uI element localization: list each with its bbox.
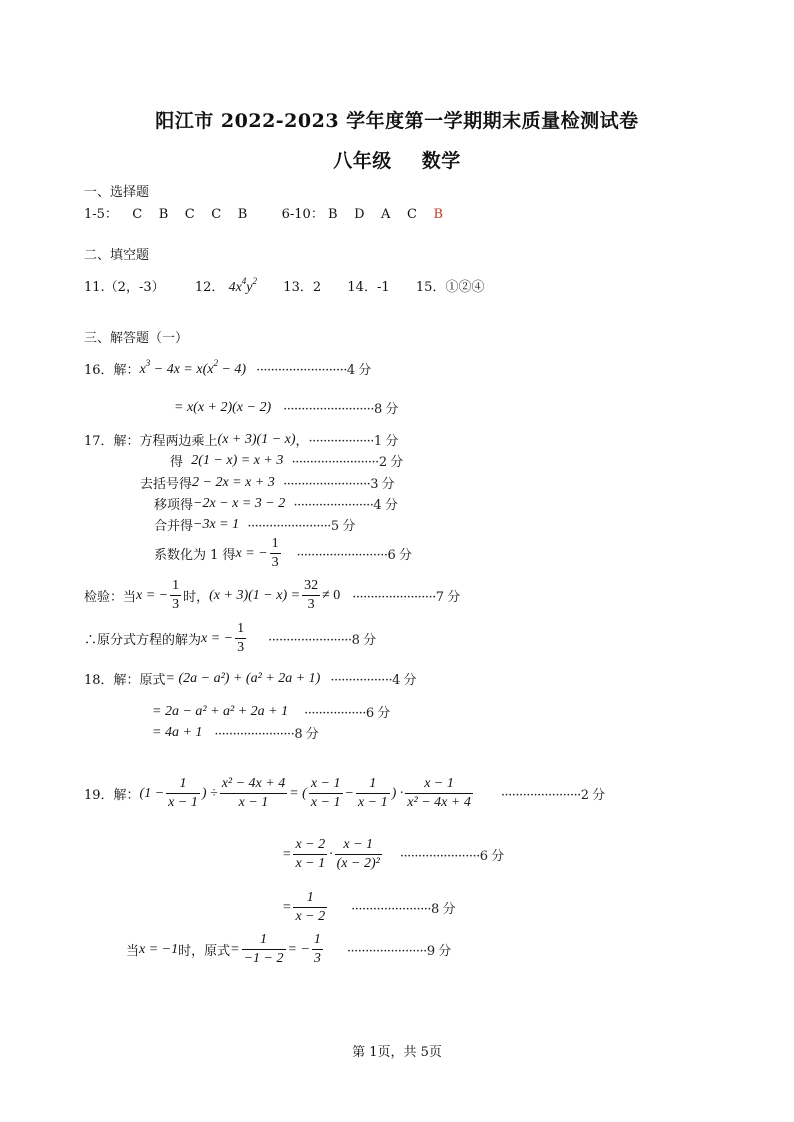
q19-l4-eq2: = − (287, 941, 310, 957)
answer-4: C (211, 207, 222, 222)
page-title: 阳江市 2022-2023 学年度第一学期期末质量检测试卷 (155, 110, 639, 132)
q17-score-6: ·························6 分 (296, 548, 412, 563)
q19-line2 (282, 836, 504, 873)
q17-step6-fraction (270, 535, 281, 572)
fraction-numerator: 1 (293, 889, 327, 908)
q18-score-8: ······················8 分 (214, 727, 319, 742)
fraction-numerator: 1 (270, 535, 281, 554)
q17-conclusion-label: ∴原分式方程的解为 (84, 633, 202, 648)
q16-expr1-sup: 3 (145, 358, 151, 368)
q17-step2 (170, 451, 403, 470)
q16-expr1-b: − 4x = x(x (150, 362, 214, 377)
q19-frac3 (309, 775, 343, 812)
q17-check-expr: (x + 3)(1 − x) = (209, 587, 301, 603)
q18-label: 18．解：原式 (84, 673, 166, 688)
q16-score-8: ·························8 分 (283, 402, 398, 417)
q17-check-lhs: x = − (136, 587, 169, 603)
q16-label: 16．解： (84, 362, 140, 378)
q17-step4-label: 移项得 (154, 498, 194, 513)
fraction-denominator: 3 (307, 597, 315, 612)
q18-score-6: ·················6 分 (304, 706, 390, 721)
answer-9: C (406, 207, 417, 222)
q17-check-label: 检验：当 (84, 590, 137, 605)
answer-15: 15．①②④ (415, 280, 485, 295)
fraction-denominator: x − 1 (238, 795, 269, 810)
answer-3: C (184, 207, 195, 222)
q19-eq: = ( (289, 785, 307, 801)
q16-expr1 (140, 358, 247, 378)
q19-close-div: ) ÷ (201, 785, 218, 801)
answer-8: A (381, 207, 391, 222)
fraction-numerator: x − 1 (309, 775, 343, 794)
grade-label: 八年级 (333, 150, 392, 172)
q17-line1 (84, 430, 398, 449)
q17-step5-label: 合并得 (154, 519, 194, 534)
q17-step5 (154, 515, 355, 534)
q19-close-dot: ) · (391, 785, 404, 801)
q19-line4 (126, 931, 451, 968)
fraction-denominator: (x − 2)² (336, 856, 380, 871)
q17-step3 (140, 473, 394, 492)
fraction-numerator: 1 (312, 931, 323, 950)
q17-conclusion (84, 620, 376, 657)
q19-score-2: ······················2 分 (500, 788, 605, 803)
q18-line2 (152, 702, 390, 721)
q17-check-value-fraction (302, 577, 320, 614)
fraction-denominator: x − 1 (295, 856, 326, 871)
fraction-denominator: −1 − 2 (243, 951, 284, 966)
choice-label-1-5: 1-5： (84, 207, 118, 222)
q19-score-6: ······················6 分 (399, 849, 504, 864)
answer-12-part-a: 4x (228, 280, 242, 295)
q17-conclusion-lhs: x = − (201, 630, 234, 646)
q19-l4-when: 当 (126, 944, 140, 959)
answer-12-part-b: y (246, 280, 253, 295)
choice-label-6-10: 6-10： (281, 207, 324, 222)
q17-step2-label: 得 (170, 455, 184, 470)
q19-open: (1 − (139, 785, 165, 801)
q19-l4-eq: = (230, 941, 240, 957)
q17-step6-lhs: x = − (235, 545, 268, 561)
subject-label: 数学 (421, 150, 461, 172)
fraction-denominator: 3 (313, 951, 321, 966)
fraction-denominator: x − 1 (168, 795, 198, 810)
q19-frac5 (405, 775, 473, 812)
q19-l2-eq: = (282, 846, 292, 862)
q17-check-neq: ≠ 0 (322, 587, 341, 603)
q17-score-4: ······················4 分 (293, 498, 398, 513)
fraction-denominator: 3 (172, 597, 180, 612)
q19-l4-mid: 时，原式 (178, 944, 231, 959)
fraction-denominator: x − 1 (357, 795, 388, 810)
q19-l2-frac1 (293, 836, 327, 873)
fraction-numerator: x − 2 (293, 836, 327, 855)
q19-frac2 (220, 775, 288, 812)
q17-score-3: ························3 分 (283, 477, 395, 492)
q18-score-4: ·················4 分 (330, 673, 416, 688)
q19-l4-frac2 (312, 931, 323, 968)
q18-expr3: = 4a + 1 (152, 724, 203, 740)
answer-11: 11.（2，-3） (84, 280, 165, 295)
q17-score-8: ·······················8 分 (268, 633, 376, 648)
q17-label: 17．解：方程两边乘上 (84, 434, 218, 449)
q16-expr1-a: x (139, 362, 146, 377)
fraction-numerator: 1 (166, 775, 200, 794)
q17-check-when: 时， (183, 590, 210, 605)
q19-line1 (84, 775, 605, 812)
q17-expr1: (x + 3)(1 − x) (217, 431, 296, 447)
fill-answers-row (84, 276, 484, 296)
fraction-numerator: 32 (302, 577, 320, 596)
q19-l4-frac (242, 931, 286, 968)
q18-expr1: = (2a − a²) + (a² + 2a + 1) (165, 670, 321, 686)
fraction-denominator: 3 (271, 555, 279, 570)
answer-7: D (354, 207, 365, 222)
q19-l2-dot: · (329, 846, 333, 862)
fraction-numerator: 1 (242, 931, 286, 950)
page-footer: 第 1页，共 5页 (352, 1045, 442, 1060)
answer-12-exp-b: 2 (252, 276, 258, 286)
q17-score-1: ··················1 分 (308, 434, 398, 449)
q17-step6-label: 系数化为 1 得 (154, 548, 236, 563)
answer-12 (228, 276, 258, 295)
q17-step5-expr: −3x = 1 (193, 516, 240, 532)
q17-score-2: ························2 分 (291, 455, 403, 470)
q16-line2 (174, 398, 398, 417)
q17-step4-expr: −2x − x = 3 − 2 (193, 495, 286, 511)
answer-10: B (433, 207, 443, 222)
q16-score-4: ·························4 分 (256, 362, 371, 378)
q19-line3 (282, 889, 455, 926)
q17-conclusion-fraction (235, 620, 246, 657)
q17-comma: ， (295, 434, 309, 449)
q19-label: 19．解： (84, 788, 140, 803)
answer-2: B (158, 207, 169, 222)
fraction-denominator: x − 1 (310, 795, 341, 810)
q19-l3-eq: = (282, 899, 292, 915)
q17-step3-label: 去括号得 (140, 477, 193, 492)
q19-l3-frac (293, 889, 327, 926)
q19-l4-x: x = −1 (139, 941, 179, 957)
answer-14: 14．-1 (347, 280, 390, 295)
q17-score-7: ·······················7 分 (352, 590, 460, 605)
q19-minus: − (344, 785, 354, 801)
q19-score-9: ······················9 分 (346, 944, 451, 959)
section-solve-heading: 三、解答题（一） (84, 331, 189, 346)
q19-score-8: ······················8 分 (351, 902, 455, 917)
answer-13: 13．2 (283, 280, 322, 295)
fraction-denominator: x − 2 (295, 909, 326, 924)
q16-line1 (84, 358, 371, 378)
answer-12-label: 12． (194, 280, 225, 295)
fraction-denominator: x² − 4x + 4 (407, 795, 471, 810)
q17-step2-expr: 2(1 − x) = x + 3 (191, 452, 284, 468)
q19-frac4 (356, 775, 390, 812)
fraction-numerator: x − 1 (405, 775, 473, 794)
q19-frac1 (166, 775, 200, 812)
q17-step3-expr: 2 − 2x = x + 3 (192, 474, 275, 490)
q16-expr1-c: − 4) (217, 362, 247, 377)
fraction-numerator: x − 1 (335, 836, 382, 855)
section-fill-heading: 二、填空题 (84, 248, 150, 263)
fraction-numerator: 1 (235, 620, 246, 639)
answer-1: C (132, 207, 143, 222)
q16-expr2: = x(x + 2)(x − 2) (174, 399, 272, 415)
page-subtitle (0, 146, 794, 173)
q18-line1 (84, 669, 416, 688)
q18-expr2: = 2a − a² + a² + 2a + 1 (152, 703, 289, 719)
choice-answers-row (84, 203, 443, 222)
section-choice-heading: 一、选择题 (84, 185, 150, 200)
fraction-denominator: 3 (237, 640, 245, 655)
fraction-numerator: 1 (356, 775, 390, 794)
q17-check-fraction (170, 577, 181, 614)
q16-expr1-sup2: 2 (213, 358, 218, 368)
answer-6: B (327, 207, 338, 222)
answer-12-exp-a: 4 (241, 276, 247, 286)
answer-5: B (237, 207, 248, 222)
fraction-numerator: 1 (170, 577, 181, 596)
q17-score-5: ·······················5 分 (247, 519, 355, 534)
q19-l2-frac2 (335, 836, 382, 873)
q17-step6 (154, 535, 411, 572)
q17-check (84, 577, 460, 614)
q17-step4 (154, 494, 397, 513)
fraction-numerator: x² − 4x + 4 (220, 775, 288, 794)
q18-line3 (152, 723, 318, 742)
